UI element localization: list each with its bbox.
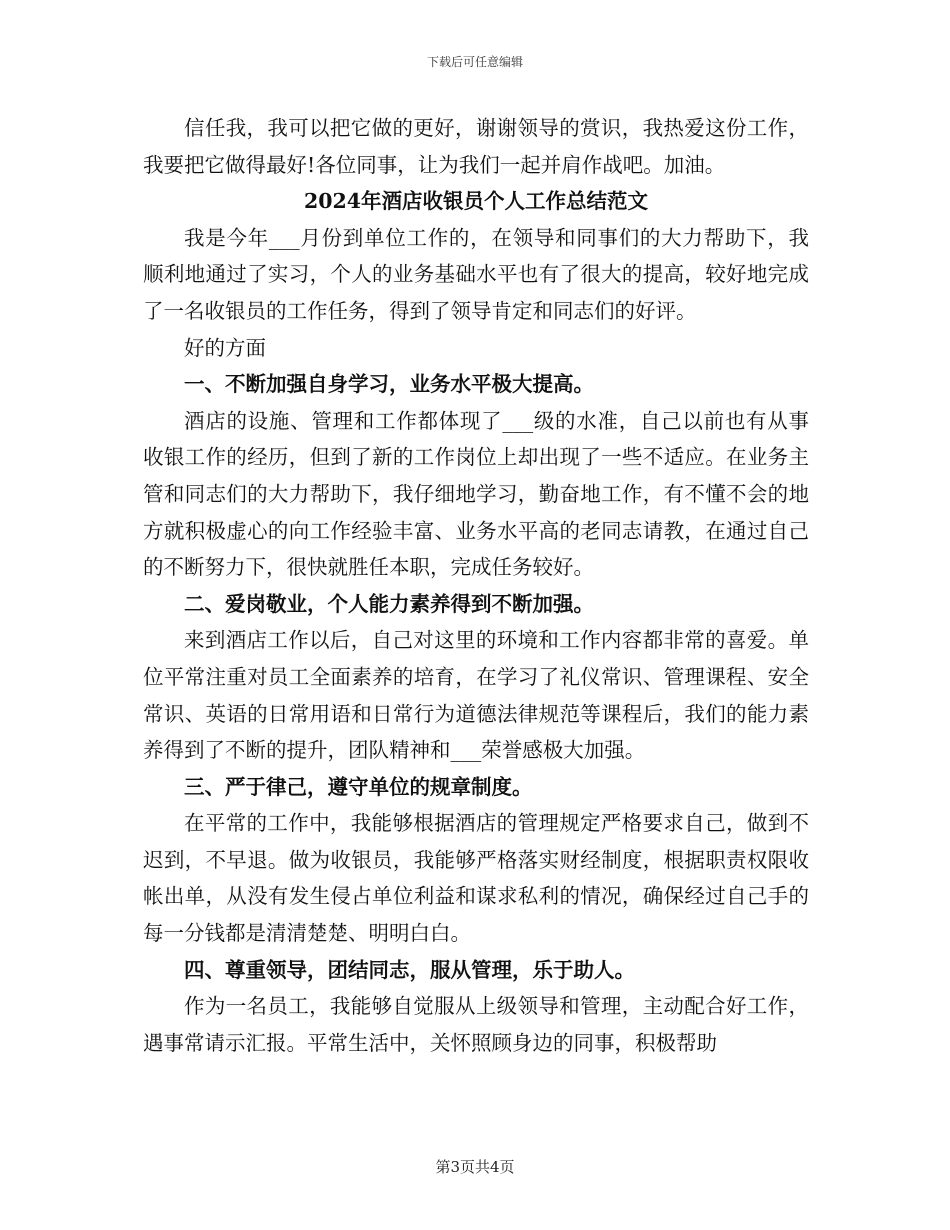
document-title: 2024年酒店收银员个人工作总结范文 [303, 189, 649, 214]
section-paragraph-2: 来到酒店工作以后，自己对这里的环境和工作内容都非常的喜爱。单位平常注重对员工全面素养的培育，在学习了礼仪常识、管理课程、安全常识、英语的日常用语和日常行为道德法律规范等课程后，我们的能力素养得到了不断的提升，团队精神和___荣誉感极大加强。 [143, 628, 809, 763]
opening-paragraph: 我是今年___月份到单位工作的，在领导和同事们的大力帮助下，我顺利地通过了实习，个人的业务基础水平也有了很大的提高，较好地完成了一名收银员的工作任务，得到了领导肯定和同志们的好评。 [143, 225, 809, 323]
page-footer: 第3页共4页 [435, 1158, 515, 1176]
section-paragraph-1: 酒店的设施、管理和工作都体现了___级的水准，自己以前也有从事收银工作的经历，但到了新的工作岗位上却出现了一些不适应。在业务主管和同志们的大力帮助下，我仔细地学习，勤奋地工作，有不懂不会的地方就积极虚心的向工作经验丰富、业务水平高的老同志请教，在通过自己的不断努力下，很快就胜任本职，完成任务较好。 [143, 408, 809, 580]
section-heading-3: 三、严于律己，遵守单位的规章制度。 [184, 774, 533, 799]
section-heading-1: 一、不断加强自身学习，业务水平极大提高。 [184, 372, 594, 397]
section-heading-2: 二、爱岗敬业，个人能力素养得到不断加强。 [184, 591, 594, 616]
page-header: 下载后可任意编辑 [426, 55, 523, 69]
document-body [143, 110, 809, 1061]
intro-continuation-paragraph: 信任我，我可以把它做的更好，谢谢领导的赏识，我热爱这份工作，我要把它做得最好!各位同事，让为我们一起并肩作战吧。加油。 [143, 116, 809, 177]
section-paragraph-3: 在平常的工作中，我能够根据酒店的管理规定严格要求自己，做到不迟到，不早退。做为收银员，我能够严格落实财经制度，根据职责权限收帐出单，从没有发生侵占单位利益和谋求私利的情况，确保经过自己手的每一分钱都是清清楚楚、明明白白。 [143, 811, 809, 946]
section-heading-4: 四、尊重领导，团结同志，服从管理，乐于助人。 [184, 957, 635, 982]
good-aspects-label: 好的方面 [184, 335, 266, 360]
section-paragraph-4: 作为一名员工，我能够自觉服从上级领导和管理，主动配合好工作，遇事常请示汇报。平常生活中，关怀照顾身边的同事，积极帮助 [143, 994, 809, 1055]
